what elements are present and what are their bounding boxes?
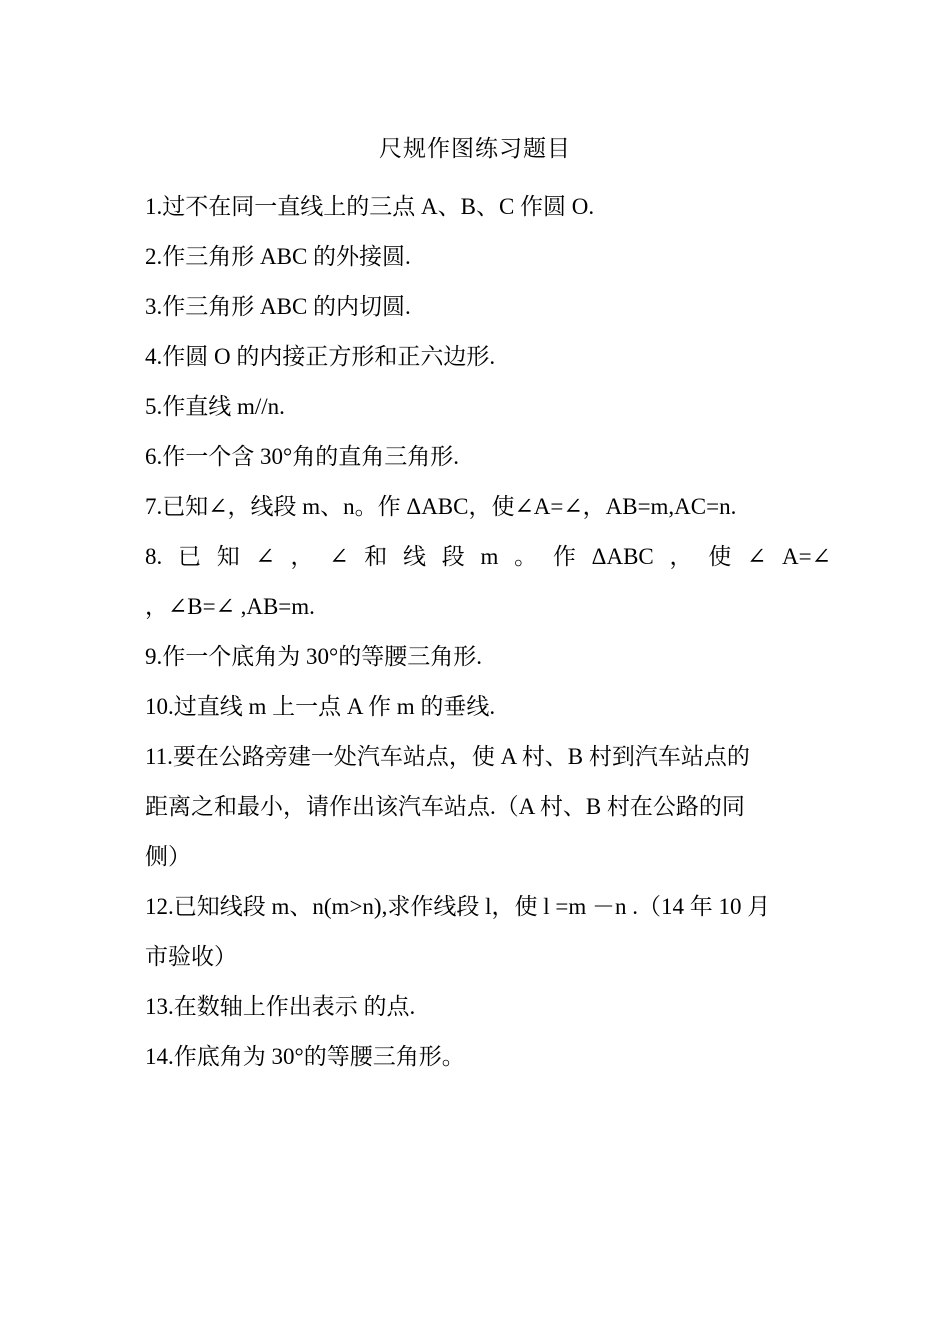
question-13: 13.在数轴上作出表示 的点. (145, 994, 416, 1019)
question-11-line-3: 侧） (145, 844, 191, 869)
question-8-line-1: 8. 已 知 ∠ ， ∠ 和 线 段 m 。 作 ΔABC ， 使 ∠ A=∠ (145, 544, 831, 569)
question-8-line-2: ，∠B=∠ ,AB=m. (145, 594, 315, 619)
document-body (145, 182, 831, 1082)
question-11-line-1: 11.要在公路旁建一处汽车站点，使 A 村、B 村到汽车站点的 (145, 744, 750, 769)
question-1: 1.过不在同一直线上的三点 A、B、C 作圆 O. (145, 194, 595, 219)
question-12-line-1: 12.已知线段 m、n(m>n),求作线段 l，使 l =m －n .（14 年 10 月 (145, 894, 771, 919)
question-4: 4.作圆 O 的内接正方形和正六边形. (145, 344, 496, 369)
question-9: 9.作一个底角为 30°的等腰三角形. (145, 644, 482, 669)
question-5: 5.作直线 m//n. (145, 394, 285, 419)
question-3: 3.作三角形 ABC 的内切圆. (145, 294, 411, 319)
question-10: 10.过直线 m 上一点 A 作 m 的垂线. (145, 694, 496, 719)
question-12-line-2: 市验收） (145, 944, 237, 969)
question-7: 7.已知∠，线段 m、n。作 ΔABC，使∠A=∠，AB=m,AC=n. (145, 494, 737, 519)
question-11-line-2: 距离之和最小，请作出该汽车站点.（A 村、B 村在公路的同 (145, 794, 745, 819)
question-14: 14.作底角为 30°的等腰三角形。 (145, 1044, 465, 1069)
document-title: 尺规作图练习题目 (379, 136, 571, 161)
question-6: 6.作一个含 30°角的直角三角形. (145, 444, 459, 469)
question-2: 2.作三角形 ABC 的外接圆. (145, 244, 411, 269)
